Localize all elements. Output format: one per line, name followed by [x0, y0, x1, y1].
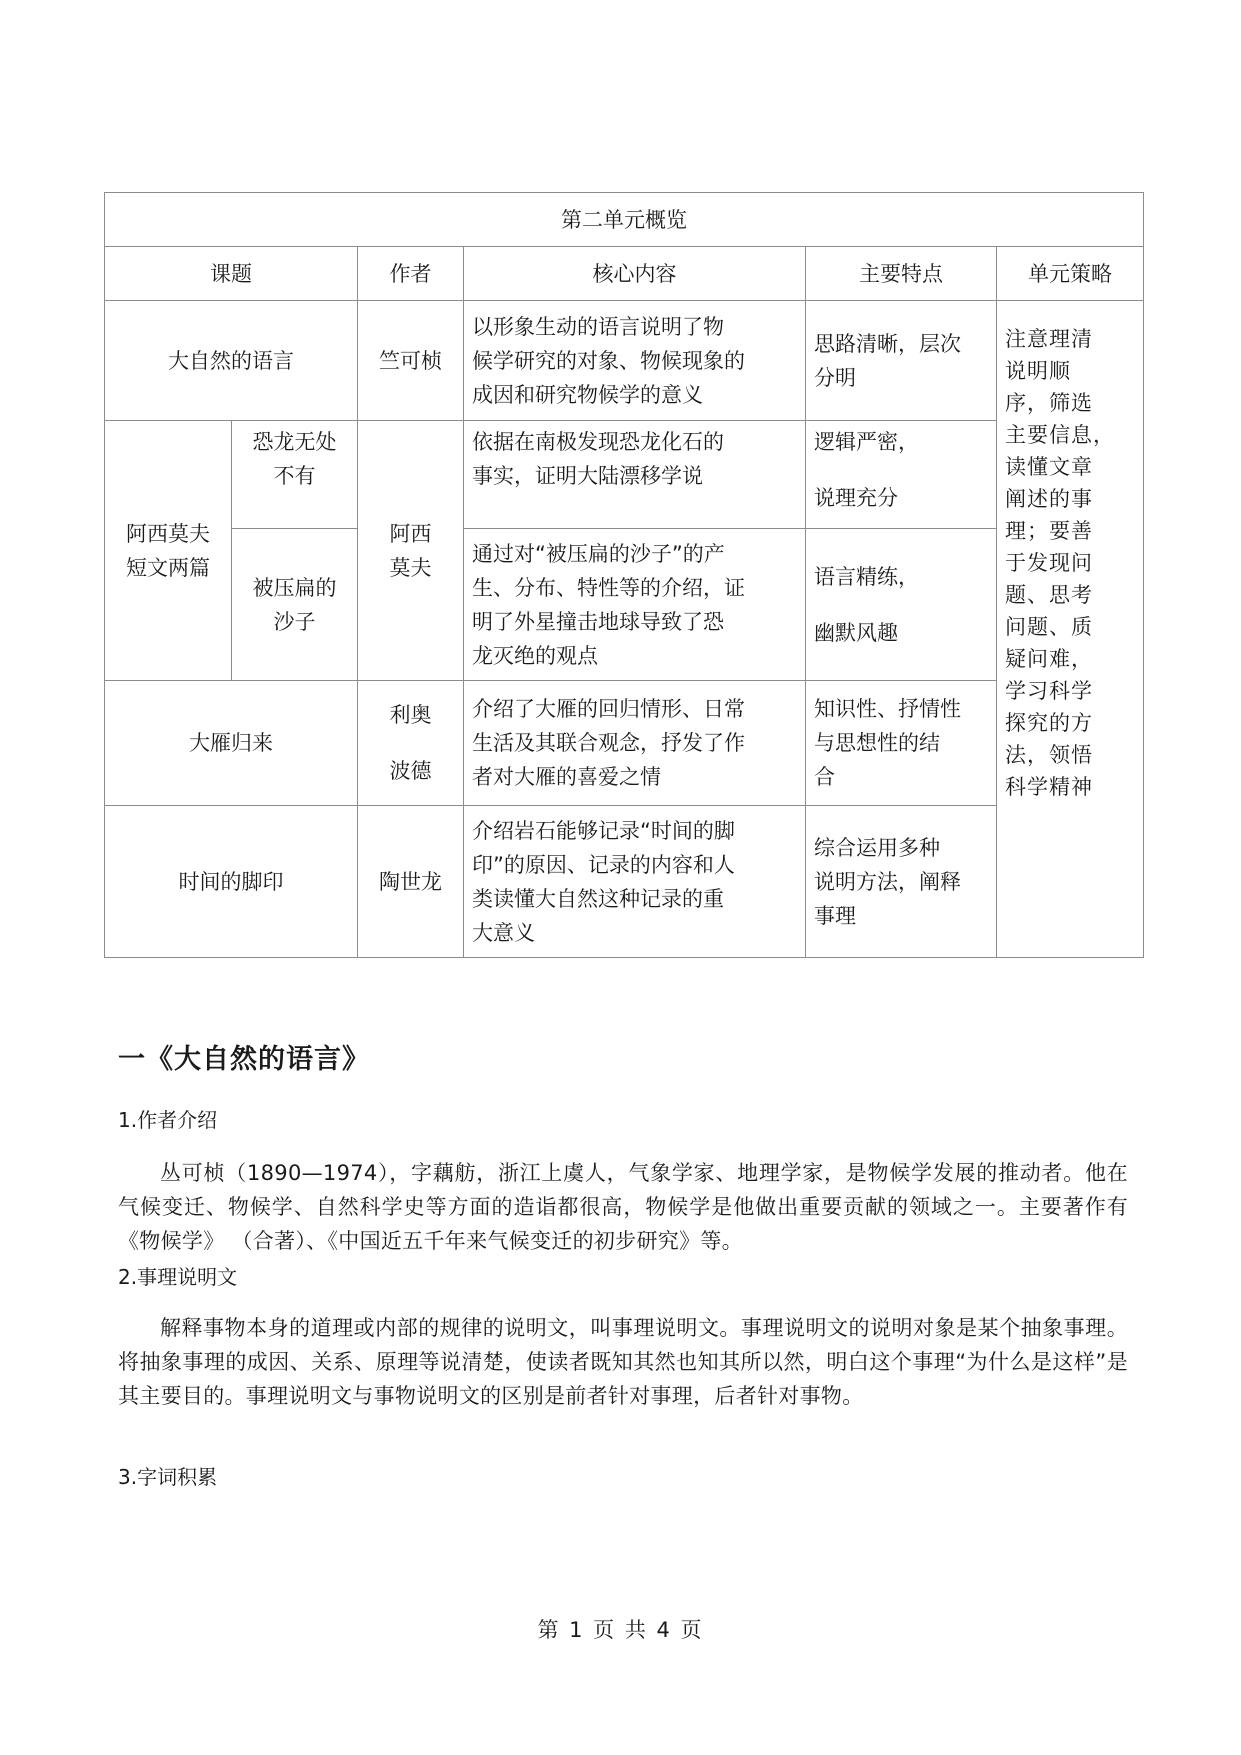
group-cell: 阿西莫夫 短文两篇 — [105, 421, 232, 681]
author-cell: 陶世龙 — [358, 806, 464, 958]
strategy-cell: 注意理清 说明顺 序，筛选 主要信息， 读懂文章 阐述的事 理；要善 于发现问 题、思考 问题、质 疑问难， 学习科学 探究的方 法，领悟 科学精神 — [997, 301, 1144, 958]
unit-overview-table — [104, 192, 1144, 958]
feature-cell — [806, 421, 997, 529]
topic-cell: 大雁归来 — [105, 681, 358, 806]
content-cell: 依据在南极发现恐龙化石的 事实，证明大陆漂移学说 — [464, 421, 806, 529]
feature-cell: 综合运用多种 说明方法，阐释 事理 — [806, 806, 997, 958]
subheading-author-intro: 1.作者介绍 — [118, 1108, 218, 1132]
content-cell: 介绍了大雁的回归情形、日常 生活及其联合观念，抒发了作 者对大雁的喜爱之情 — [464, 681, 806, 806]
table-row — [105, 301, 1144, 421]
table-row — [105, 681, 1144, 806]
feature-line: 语言精练， — [814, 564, 919, 589]
author-line: 利奥 — [389, 703, 432, 727]
content-cell: 通过对“被压扁的沙子”的产 生、分布、特性等的介绍，证 明了外星撞击地球导致了恐 龙灭绝的观点 — [464, 529, 806, 681]
topic-cell: 大自然的语言 — [105, 301, 358, 421]
paragraph-author-intro: 丛可桢（1890—1974），字藕舫，浙江上虞人，气象学家、地理学家，是物候学发展的推动者。他在气候变迁、物候学、自然科学史等方面的造诣都很高，物候学是他做出重要贡献的领域之一。主要著作有《物候学》 （合著）、《中国近五千年来气候变迁的初步研究》等。 — [118, 1161, 1128, 1253]
topic-cell: 被压扁的 沙子 — [232, 529, 358, 681]
content-cell: 以形象生动的语言说明了物 候学研究的对象、物候现象的 成因和研究物候学的意义 — [464, 301, 806, 421]
header-content: 核心内容 — [464, 247, 806, 301]
table-row — [105, 421, 1144, 529]
page-footer: 第 1 页 共 4 页 — [537, 1618, 704, 1642]
topic-cell: 恐龙无处 不有 — [232, 421, 358, 529]
section-heading: 一《大自然的语言》 — [118, 1044, 370, 1075]
header-author: 作者 — [358, 247, 464, 301]
table-row — [105, 806, 1144, 958]
paragraph-explanatory-text: 解释事物本身的道理或内部的规律的说明文，叫事理说明文。事理说明文的说明对象是某个抽象事理。将抽象事理的成因、关系、原理等说清楚，使读者既知其然也知其所以然，明白这个事理“为什么是这样”是其主要目的。事理说明文与事物说明文的区别是前者针对事理，后者针对事物。 — [118, 1316, 1128, 1408]
subheading-vocabulary: 3.字词积累 — [118, 1465, 218, 1489]
author-cell — [358, 681, 464, 806]
feature-line: 说理充分 — [814, 486, 898, 510]
author-line: 波德 — [389, 759, 432, 783]
topic-cell: 时间的脚印 — [105, 806, 358, 958]
feature-line: 逻辑严密， — [814, 430, 919, 454]
author-cell: 阿西 莫夫 — [358, 421, 464, 681]
feature-line: 幽默风趣 — [814, 620, 898, 645]
feature-cell: 思路清晰，层次 分明 — [806, 301, 997, 421]
header-feature: 主要特点 — [806, 247, 997, 301]
feature-cell: 知识性、抒情性 与思想性的结 合 — [806, 681, 997, 806]
table-title: 第二单元概览 — [105, 193, 1144, 247]
header-topic: 课题 — [105, 247, 358, 301]
author-cell: 竺可桢 — [358, 301, 464, 421]
header-strategy: 单元策略 — [997, 247, 1144, 301]
feature-cell — [806, 529, 997, 681]
subheading-explanatory-text: 2.事理说明文 — [118, 1265, 238, 1289]
content-cell: 介绍岩石能够记录“时间的脚 印”的原因、记录的内容和人 类读懂大自然这种记录的重 大意义 — [464, 806, 806, 958]
table-row — [105, 529, 1144, 681]
